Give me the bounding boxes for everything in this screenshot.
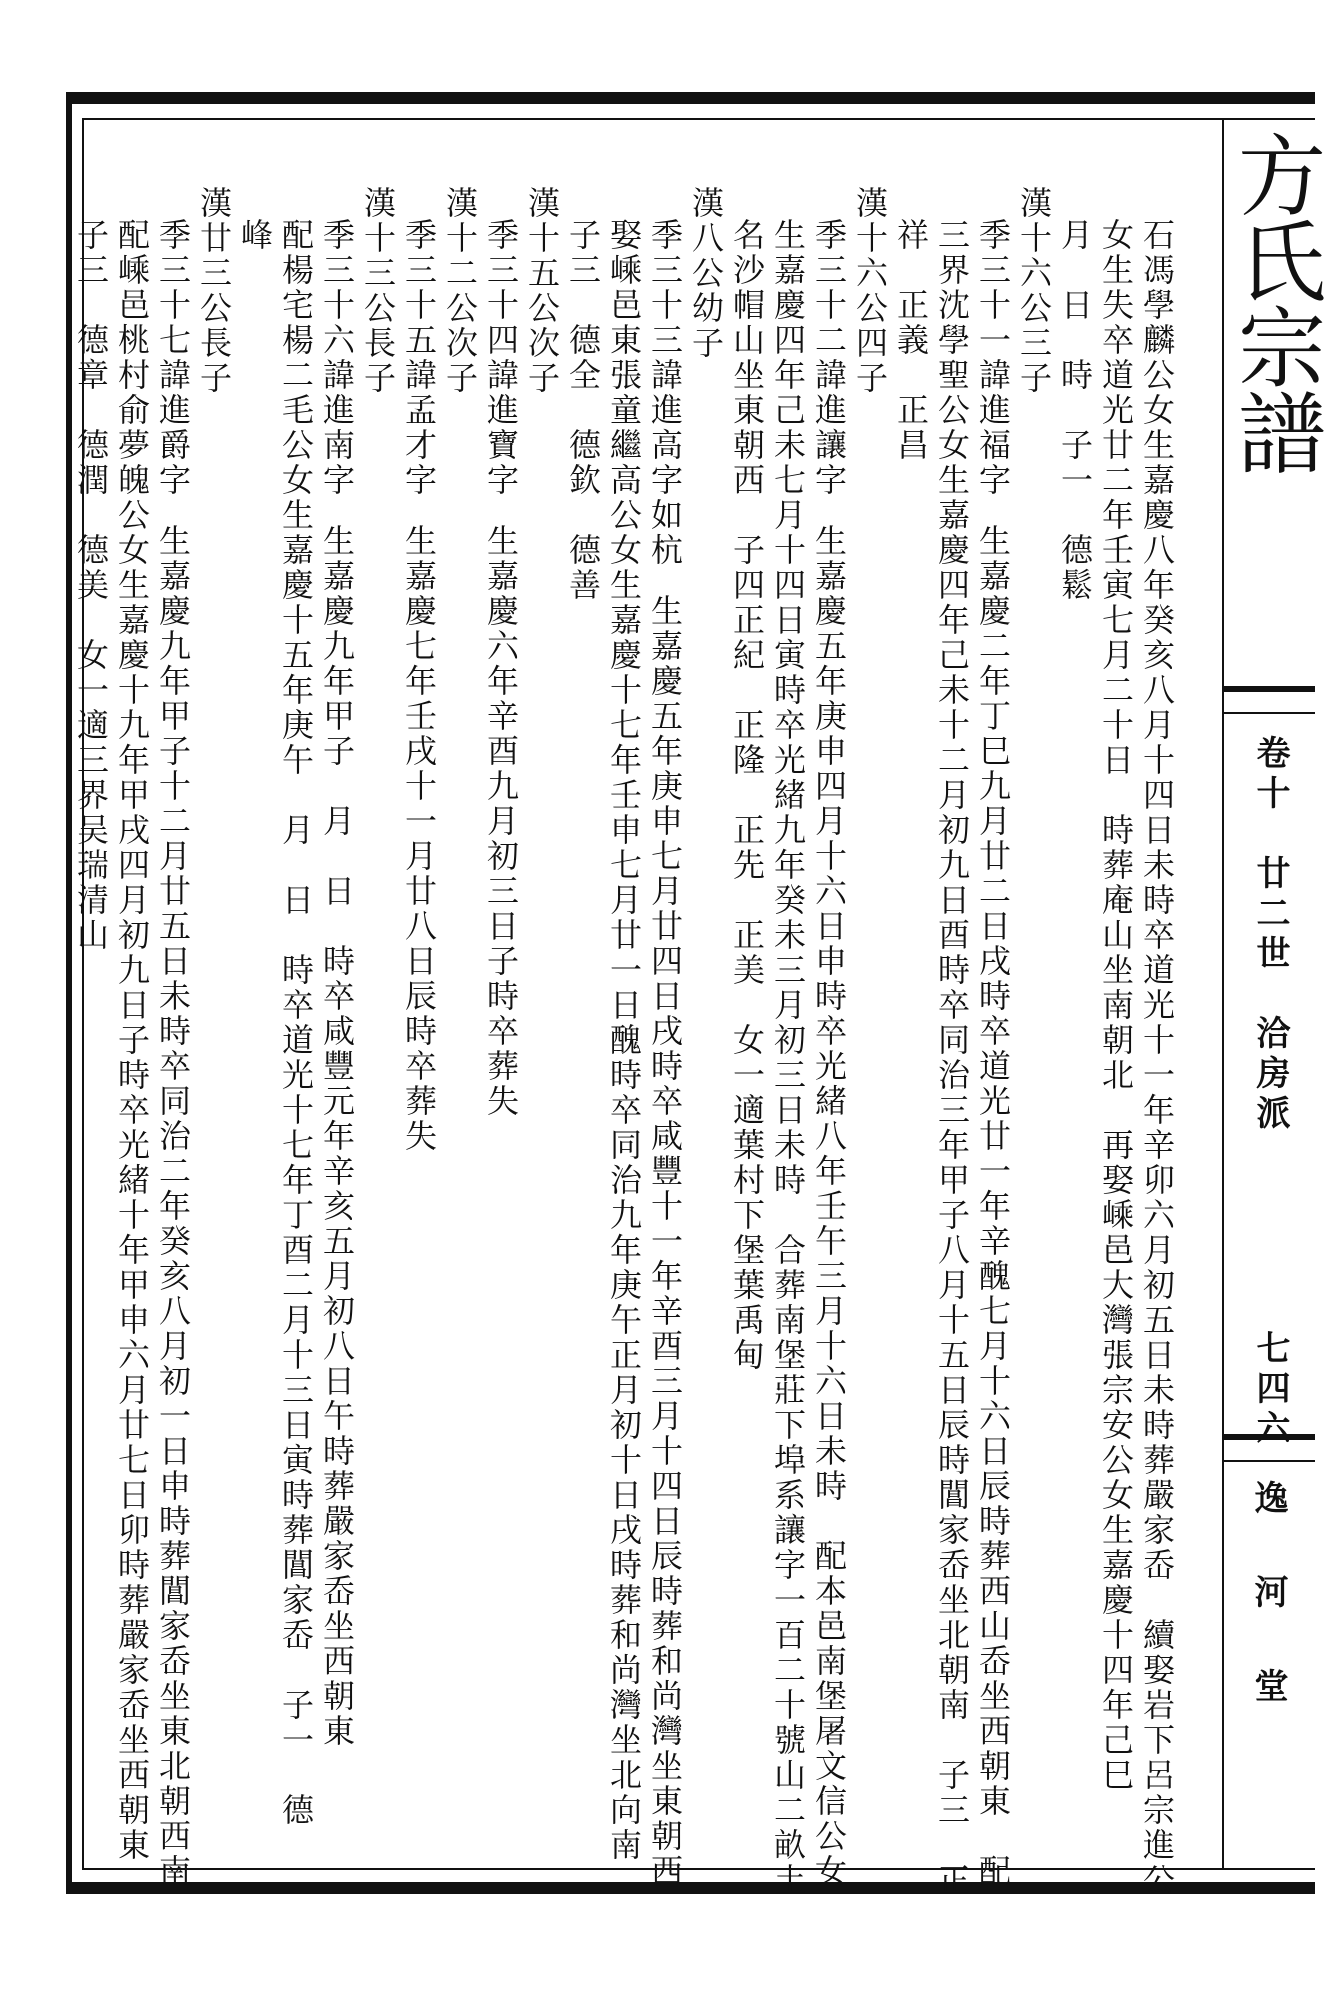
text-column [484, 218, 518, 1119]
page-number: 七四六 [1250, 1330, 1290, 1450]
book-title: 方氏宗譜 [1224, 130, 1327, 474]
volume-info: 卷十 廿二世 洽房派 [1250, 735, 1290, 1135]
text-column [607, 218, 641, 1863]
column-text: 季三十五諱孟才字 [400, 218, 438, 498]
column-text: 漢十三公長子 [359, 186, 397, 396]
title-divider [1224, 686, 1315, 714]
text-column [156, 218, 190, 1889]
column-text-continued: 生嘉慶九年甲子 月 日 時卒咸豐元年辛亥五月初八日午時葬嚴家岙坐西朝東 [318, 524, 356, 1749]
column-text: 祥 正義 正昌 [892, 218, 930, 463]
text-column [74, 218, 108, 953]
text-column [771, 218, 805, 1898]
text-column [402, 218, 436, 1154]
column-text: 季三十四諱進寶字 [482, 218, 520, 498]
column-text: 季三十三諱進高字如杭 [646, 218, 684, 568]
text-column [1099, 218, 1133, 1793]
column-text-continued: 生嘉慶七年壬戌十一月廿八日辰時卒葬失 [400, 524, 438, 1154]
column-text: 娶嵊邑東張童繼高公女生嘉慶十七年壬申七月廿一日醜時卒同治九年庚午正月初十日戌時葬和尚灣坐北向南 [605, 218, 643, 1863]
column-text-continued: 生嘉慶五年庚申四月十六日申時卒光緒八年壬午三月十六日未時 配本邑南堡屠文信公女 [810, 524, 848, 1889]
column-text-continued: 生嘉慶六年辛酉九月初三日子時卒葬失 [482, 524, 520, 1119]
column-text: 女生失卒道光廿二年壬寅七月二十日 時葬庵山坐南朝北 再娶嵊邑大灣張宗安公女生嘉慶十四年己巳 [1097, 218, 1135, 1793]
column-text: 季三十七諱進爵字 [154, 218, 192, 498]
text-column [443, 186, 477, 396]
column-text: 石馮學麟公女生嘉慶八年癸亥八月十四日未時卒道光十一年辛卯六月初五日未時葬嚴家岙 續娶岩下呂宗進公 [1138, 218, 1176, 1898]
column-text: 季三十一諱進福字 [974, 218, 1012, 498]
column-text-continued: 生嘉慶五年庚申七月廿四日戌時卒咸豐十一年辛酉三月十四日辰時葬和尚灣坐東朝西 [646, 594, 684, 1889]
text-column [894, 218, 928, 463]
text-column [320, 218, 354, 1749]
column-text: 季三十二諱進讓字 [810, 218, 848, 498]
column-text: 漢十二公次子 [441, 186, 479, 396]
column-text: 漢十五公次子 [523, 186, 561, 396]
column-text: 季三十六諱進南字 [318, 218, 356, 498]
text-column [853, 186, 887, 396]
text-column [525, 186, 559, 396]
text-column [689, 186, 723, 361]
text-column [115, 218, 149, 1863]
column-text-continued: 生嘉慶九年甲子十二月廿五日未時卒同治二年癸亥八月初一日申時葬閶家岙坐東北朝西南 [154, 524, 192, 1889]
hall-divider [1224, 1434, 1315, 1462]
text-column [361, 186, 395, 396]
text-column [1017, 186, 1051, 396]
text-column [197, 186, 231, 396]
column-text: 名沙帽山坐東朝西 子四正紀 正隆 正先 正美 女一適葉村下堡葉禹甸 [728, 218, 766, 1373]
text-column [1140, 218, 1174, 1898]
column-text: 子三 德全 德欽 德善 [564, 218, 602, 603]
column-text: 峰 [236, 218, 274, 253]
column-text: 三界沈學聖公女生嘉慶四年己未十二月初九日酉時卒同治三年甲子八月十五日辰時閶家岙坐北朝南 子三 正 [933, 218, 971, 1898]
column-text: 漢十六公四子 [851, 186, 889, 396]
column-text: 子三 德章 德潤 德美 女一適三界吴瑞清山 [72, 218, 110, 953]
text-column [812, 218, 846, 1889]
column-text: 配楊宅楊二毛公女生嘉慶十五年庚午 月 日 時卒道光十七年丁酉二月十三日寅時葬閶家岙 子一 德 [277, 218, 315, 1828]
column-text-continued: 生嘉慶二年丁巳九月廿二日戌時卒道光廿一年辛醜七月十六日辰時葬西山岙坐西朝東 配 [974, 524, 1012, 1889]
text-column [566, 218, 600, 603]
column-text: 配嵊邑桃村俞夢魄公女生嘉慶十九年甲戌四月初九日子時卒光緒十年甲申六月廿七日卯時葬嚴家岙坐西朝東 [113, 218, 151, 1863]
column-text: 漢廿三公長子 [195, 186, 233, 396]
hall-name: 逸河堂 [1248, 1480, 1288, 1762]
text-column [279, 218, 313, 1828]
text-column [1058, 218, 1092, 603]
column-text: 月 日 時 子一 德鬆 [1056, 218, 1094, 603]
column-text: 漢八公幼子 [687, 186, 725, 361]
text-column [730, 218, 764, 1373]
text-column [648, 218, 682, 1889]
text-column [238, 218, 272, 253]
column-text: 生嘉慶四年己未七月十四日寅時卒光緒九年癸未三月初三日未時 合葬南堡莊下埠系讓字一百二十號山二畝土 [769, 218, 807, 1898]
column-text: 漢十六公三子 [1015, 186, 1053, 396]
text-column [976, 218, 1010, 1889]
text-column [935, 218, 969, 1898]
margin-title-block [1224, 130, 1327, 474]
